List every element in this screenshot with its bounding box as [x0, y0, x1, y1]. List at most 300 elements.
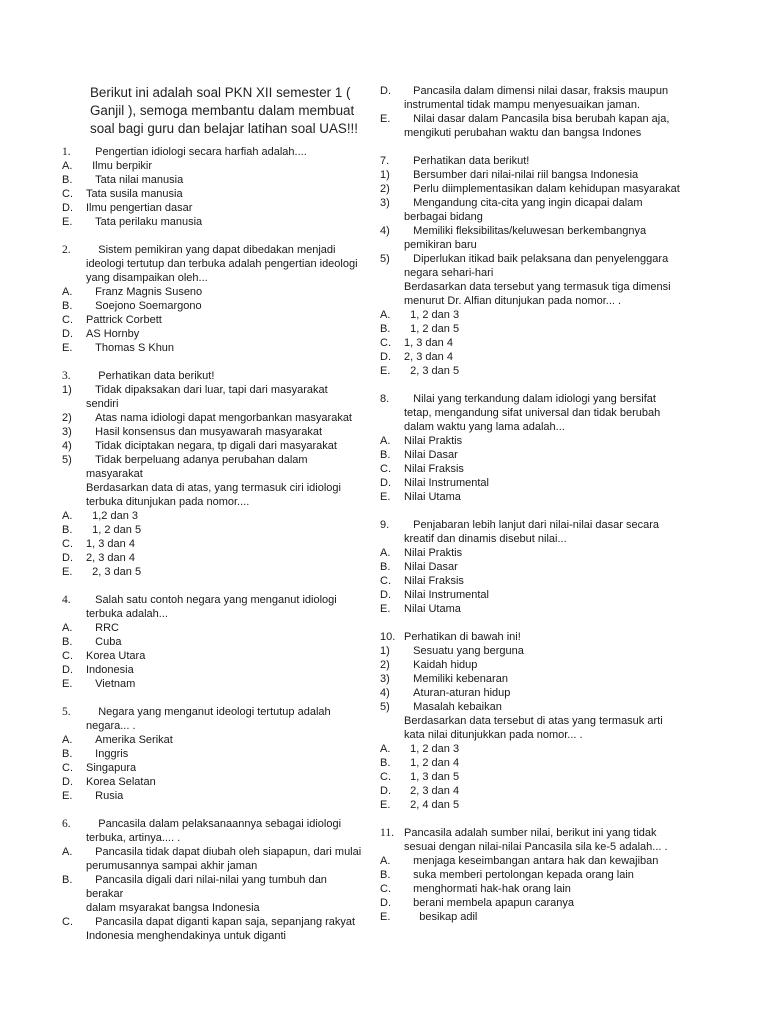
question-line	[380, 112, 680, 126]
line-text: Nilai dasar dalam Pancasila bisa berubah kapan aja,	[404, 113, 670, 125]
line-label: C.	[380, 337, 391, 349]
question-line	[380, 168, 680, 182]
line-label: 2.	[62, 244, 71, 256]
question-line	[380, 868, 680, 882]
line-text: Mengandung cita-cita yang ingin dicapai dalam	[404, 197, 643, 209]
left-column	[62, 84, 362, 957]
line-text: Nilai Praktis	[404, 547, 463, 559]
line-label: E.	[380, 113, 391, 125]
line-text: tetap, mengandung sifat universal dan tidak berubah	[404, 407, 661, 419]
line-label: E.	[380, 799, 391, 811]
line-label	[62, 901, 86, 915]
question-block	[380, 84, 680, 140]
line-label	[62, 929, 86, 943]
line-label	[380, 266, 404, 280]
line-text: Nilai Praktis	[404, 435, 463, 447]
line-text: Nilai Dasar	[404, 449, 458, 461]
question-line	[62, 187, 362, 201]
question-block	[380, 826, 680, 924]
question-line	[380, 252, 680, 266]
question-line	[62, 327, 362, 341]
line-label: D.	[380, 477, 391, 489]
line-text: Sesuatu yang berguna	[404, 645, 524, 657]
question-line	[380, 798, 680, 812]
line-label: C.	[62, 314, 73, 326]
question-line	[62, 733, 362, 747]
line-label: B.	[380, 757, 391, 769]
line-text: dalam msyarakat bangsa Indonesia	[86, 902, 260, 914]
question-block	[380, 392, 680, 504]
question-continuation-line	[380, 280, 680, 294]
line-label: 2)	[380, 183, 390, 195]
line-text: terbuka, artinya.... .	[86, 832, 181, 844]
question-line	[380, 518, 680, 532]
line-text: Pattrick Corbett	[86, 314, 162, 326]
line-label	[62, 495, 86, 509]
line-text: Rusia	[86, 790, 124, 802]
line-label: A.	[380, 547, 391, 559]
question-line	[62, 593, 362, 607]
line-label: 4)	[380, 687, 390, 699]
line-text: Nilai Utama	[404, 603, 461, 615]
question-continuation-line	[62, 859, 362, 873]
line-text: Singapura	[86, 762, 137, 774]
line-label: B.	[62, 524, 73, 536]
question-continuation-line	[380, 266, 680, 280]
line-label	[62, 257, 86, 271]
line-text: suka memberi pertolongan kepada orang lain	[404, 869, 634, 881]
question-line	[380, 322, 680, 336]
line-text: ideologi tertutup dan terbuka adalah pengertian ideologi	[86, 258, 358, 270]
question-line	[380, 896, 680, 910]
line-label: 1)	[380, 169, 390, 181]
question-line	[380, 574, 680, 588]
question-line	[62, 159, 362, 173]
line-text: terbuka ditunjukan pada nomor....	[86, 496, 250, 508]
line-text: 2, 3 dan 4	[86, 552, 135, 564]
line-text: Nilai Fraksis	[404, 575, 464, 587]
question-line	[62, 663, 362, 677]
question-continuation-line	[380, 98, 680, 112]
line-label: B.	[62, 748, 73, 760]
line-label: D.	[62, 776, 73, 788]
question-continuation-line	[62, 929, 362, 943]
line-text: menghormati hak-hak orang lain	[404, 883, 571, 895]
question-continuation-line	[62, 719, 362, 733]
line-text: kreatif dan dinamis disebut nilai...	[404, 533, 567, 545]
line-text: Berdasarkan data tersebut di atas yang termasuk arti	[404, 715, 663, 727]
question-line	[380, 546, 680, 560]
line-text: Ilmu pengertian dasar	[86, 202, 193, 214]
line-text: Bersumber dari nilai-nilai riil bangsa Indonesia	[404, 169, 639, 181]
question-line	[380, 770, 680, 784]
line-text: kata nilai ditunjukkan pada nomor... .	[404, 729, 583, 741]
question-line	[62, 565, 362, 579]
line-text: sesuai dengan nilai-nilai Pancasila sila ke-5 adalah... .	[404, 841, 668, 853]
question-continuation-line	[62, 467, 362, 481]
line-label	[380, 210, 404, 224]
line-label: D.	[380, 85, 391, 97]
line-label	[62, 467, 86, 481]
question-line	[62, 285, 362, 299]
left-question-list	[62, 145, 362, 943]
question-line	[62, 523, 362, 537]
question-continuation-line	[62, 495, 362, 509]
line-label	[380, 714, 404, 728]
question-continuation-line	[380, 420, 680, 434]
line-label: C.	[380, 771, 391, 783]
line-text: 1, 2 dan 3	[404, 309, 460, 321]
line-label: 7.	[380, 155, 390, 167]
line-text: Thomas S Khun	[86, 342, 175, 354]
question-line	[380, 350, 680, 364]
line-text: Pancasila tidak dapat diubah oleh siapapun, dari mulai	[86, 846, 362, 858]
question-line	[380, 364, 680, 378]
line-label: D.	[62, 552, 73, 564]
line-text: Tata susila manusia	[86, 188, 183, 200]
line-text: Tata nilai manusia	[86, 174, 184, 186]
question-line	[380, 672, 680, 686]
line-text: 1, 3 dan 4	[404, 337, 453, 349]
line-label: C.	[62, 538, 73, 550]
line-label	[62, 271, 86, 285]
question-line	[62, 299, 362, 313]
question-continuation-line	[62, 607, 362, 621]
question-line	[380, 854, 680, 868]
question-block	[380, 630, 680, 812]
question-line	[380, 686, 680, 700]
line-text: mengikuti perubahan waktu dan bangsa Indones	[404, 127, 642, 139]
question-line	[62, 761, 362, 775]
line-text: masyarakat	[86, 468, 143, 480]
line-label: 6.	[62, 818, 71, 830]
line-text: Pancasila dapat diganti kapan saja, sepanjang rakyat	[86, 916, 356, 928]
line-label: D.	[62, 328, 73, 340]
line-text: Hasil konsensus dan musyawarah masyarakat	[86, 426, 322, 438]
question-line	[62, 453, 362, 467]
question-line	[62, 411, 362, 425]
question-line	[380, 448, 680, 462]
line-text: 1, 2 dan 5	[86, 524, 142, 536]
line-text: Tidak dipaksakan dari luar, tapi dari masyarakat sendiri	[86, 384, 331, 410]
line-label	[380, 238, 404, 252]
line-label: A.	[380, 743, 391, 755]
line-label	[62, 607, 86, 621]
line-label	[62, 719, 86, 733]
line-label: B.	[380, 869, 391, 881]
line-text: Perhatikan di bawah ini!	[404, 631, 521, 643]
line-label	[380, 280, 404, 294]
line-text: 2, 3 dan 5	[86, 566, 142, 578]
line-text: menjaga keseimbangan antara hak dan kewajiban	[404, 855, 659, 867]
question-line	[62, 145, 362, 159]
question-line	[62, 775, 362, 789]
line-label	[62, 831, 86, 845]
line-label: A.	[62, 846, 73, 858]
line-text: Kaidah hidup	[404, 659, 478, 671]
line-label: C.	[62, 188, 73, 200]
question-line	[62, 747, 362, 761]
line-label: 3.	[62, 370, 71, 382]
question-block	[62, 593, 362, 691]
line-label: A.	[62, 734, 73, 746]
line-text: 1, 2 dan 5	[404, 323, 460, 335]
line-label: C.	[62, 650, 73, 662]
question-line	[62, 915, 362, 929]
line-label: D.	[380, 351, 391, 363]
line-label: 4)	[62, 440, 72, 452]
question-line	[380, 742, 680, 756]
question-line	[380, 336, 680, 350]
line-text: Perhatikan data berikut!	[404, 155, 530, 167]
line-label: A.	[62, 160, 73, 172]
line-text: 2, 3 dan 4	[404, 351, 453, 363]
line-text: Cuba	[86, 636, 122, 648]
line-text: Memiliki fleksibilitas/keluwesan berkembangnya	[404, 225, 647, 237]
line-text: Amerika Serikat	[86, 734, 173, 746]
line-label: C.	[380, 463, 391, 475]
question-line	[62, 369, 362, 383]
line-label: D.	[380, 785, 391, 797]
line-label: E.	[380, 603, 391, 615]
line-label: A.	[62, 510, 73, 522]
question-line	[62, 173, 362, 187]
line-label: 1)	[380, 645, 390, 657]
question-line	[62, 313, 362, 327]
question-line	[380, 462, 680, 476]
line-label: E.	[380, 491, 391, 503]
line-text: 2, 4 dan 5	[404, 799, 460, 811]
question-line	[62, 201, 362, 215]
question-line	[380, 154, 680, 168]
question-line	[62, 635, 362, 649]
line-label	[62, 481, 86, 495]
question-line	[380, 826, 680, 840]
question-line	[62, 425, 362, 439]
line-text: Memiliki kebenaran	[404, 673, 508, 685]
question-line	[380, 392, 680, 406]
question-line	[62, 817, 362, 831]
line-text: Korea Selatan	[86, 776, 156, 788]
question-block	[62, 705, 362, 803]
line-label	[380, 532, 404, 546]
line-label: 3)	[380, 197, 390, 209]
line-label: 9.	[380, 519, 390, 531]
question-line	[380, 490, 680, 504]
line-label: E.	[62, 342, 73, 354]
question-line	[62, 215, 362, 229]
question-line	[380, 910, 680, 924]
line-text: instrumental tidak mampu menyesuaikan jaman.	[404, 99, 641, 111]
line-text: berbagai bidang	[404, 211, 483, 223]
line-text: Nilai Utama	[404, 491, 461, 503]
line-label: B.	[62, 874, 73, 886]
line-text: Franz Magnis Suseno	[86, 286, 203, 298]
line-label	[380, 98, 404, 112]
line-text: Berdasarkan data di atas, yang termasuk ciri idiologi	[86, 482, 341, 494]
line-label: B.	[380, 449, 391, 461]
line-text: berani membela apapun caranya	[404, 897, 574, 909]
line-label: 3)	[62, 426, 72, 438]
line-label: D.	[380, 897, 391, 909]
line-label: A.	[380, 855, 391, 867]
line-text: Nilai Instrumental	[404, 477, 489, 489]
question-line	[62, 621, 362, 635]
line-text: Aturan-aturan hidup	[404, 687, 511, 699]
line-label: D.	[380, 589, 391, 601]
line-label: C.	[380, 575, 391, 587]
line-text: 1, 2 dan 3	[404, 743, 460, 755]
line-text: Korea Utara	[86, 650, 146, 662]
line-label: A.	[62, 622, 73, 634]
line-text: 1, 3 dan 5	[404, 771, 460, 783]
question-line	[62, 243, 362, 257]
question-line	[62, 439, 362, 453]
line-label	[380, 420, 404, 434]
question-line	[62, 789, 362, 803]
line-text: Indonesia menghendakinya untuk diganti	[86, 930, 286, 942]
question-continuation-line	[380, 532, 680, 546]
line-text: Ilmu berpikir	[86, 160, 153, 172]
line-label: 5)	[62, 454, 72, 466]
question-line	[380, 700, 680, 714]
line-label	[380, 406, 404, 420]
line-label: 5)	[380, 253, 390, 265]
line-text: Tata perilaku manusia	[86, 216, 203, 228]
line-text: 1, 3 dan 4	[86, 538, 135, 550]
line-text: perumusannya sampai akhir jaman	[86, 860, 258, 872]
line-label: C.	[62, 762, 73, 774]
line-text: yang disampaikan oleh...	[86, 272, 208, 284]
line-label: 4)	[380, 225, 390, 237]
question-continuation-line	[62, 257, 362, 271]
line-label: 1)	[62, 384, 72, 396]
line-label: D.	[62, 202, 73, 214]
line-label: C.	[380, 883, 391, 895]
question-line	[62, 649, 362, 663]
question-continuation-line	[62, 271, 362, 285]
line-label: A.	[380, 309, 391, 321]
line-label: 4.	[62, 594, 71, 606]
line-text: Perhatikan data berikut!	[86, 370, 215, 382]
line-label: A.	[62, 286, 73, 298]
line-label: A.	[380, 435, 391, 447]
question-line	[380, 224, 680, 238]
question-continuation-line	[62, 831, 362, 845]
line-text: 2, 3 dan 4	[404, 785, 460, 797]
question-line	[380, 602, 680, 616]
line-label: E.	[62, 566, 73, 578]
question-line	[380, 784, 680, 798]
line-label	[380, 840, 404, 854]
line-text: Soejono Soemargono	[86, 300, 202, 312]
question-line	[380, 560, 680, 574]
line-label: 5.	[62, 706, 71, 718]
question-line	[62, 677, 362, 691]
line-text: Pancasila adalah sumber nilai, berikut ini yang tidak	[404, 827, 657, 839]
line-text: AS Hornby	[86, 328, 140, 340]
line-text: Sistem pemikiran yang dapat dibedakan menjadi	[86, 244, 336, 256]
question-line	[380, 182, 680, 196]
question-block	[380, 518, 680, 616]
line-label: 3)	[380, 673, 390, 685]
line-label	[62, 859, 86, 873]
question-line	[62, 537, 362, 551]
line-label: B.	[380, 561, 391, 573]
line-text: Tidak diciptakan negara, tp digali dari masyarakat	[86, 440, 337, 452]
line-text: Masalah kebaikan	[404, 701, 502, 713]
question-line	[62, 551, 362, 565]
question-line	[380, 658, 680, 672]
line-text: Pancasila digali dari nilai-nilai yang tumbuh dan berakar	[86, 874, 330, 900]
question-continuation-line	[62, 481, 362, 495]
question-line	[380, 588, 680, 602]
question-line	[62, 509, 362, 523]
question-line	[380, 882, 680, 896]
line-text: Tidak berpeluang adanya perubahan dalam	[86, 454, 308, 466]
right-question-list	[380, 84, 680, 924]
line-label: B.	[380, 323, 391, 335]
question-line	[380, 756, 680, 770]
question-continuation-line	[380, 714, 680, 728]
question-block	[62, 145, 362, 229]
question-line	[380, 434, 680, 448]
line-text: Nilai yang terkandung dalam idiologi yang bersifat	[404, 393, 656, 405]
line-text: Nilai Dasar	[404, 561, 458, 573]
line-text: Negara yang menganut ideologi tertutup adalah	[86, 706, 331, 718]
line-label: 2)	[380, 659, 390, 671]
question-continuation-line	[380, 210, 680, 224]
question-line	[380, 84, 680, 98]
line-text: dalam waktu yang lama adalah...	[404, 421, 565, 433]
question-line	[380, 308, 680, 322]
line-label: E.	[62, 216, 73, 228]
line-label	[380, 126, 404, 140]
question-block	[380, 154, 680, 378]
line-label: B.	[62, 636, 73, 648]
line-text: Penjabaran lebih lanjut dari nilai-nilai dasar secara	[404, 519, 659, 531]
line-text: negara sehari-hari	[404, 267, 494, 279]
question-line	[62, 383, 362, 411]
line-label: 5)	[380, 701, 390, 713]
line-text: besikap adil	[404, 911, 478, 923]
question-continuation-line	[380, 126, 680, 140]
line-text: pemikiran baru	[404, 239, 477, 251]
line-label: C.	[62, 916, 73, 928]
question-block	[62, 243, 362, 355]
question-line	[62, 845, 362, 859]
line-text: Diperlukan itikad baik pelaksana dan penyelenggara	[404, 253, 669, 265]
line-text: Vietnam	[86, 678, 136, 690]
line-text: Salah satu contoh negara yang menganut idiologi	[86, 594, 337, 606]
line-label: 11.	[380, 827, 394, 839]
line-label: B.	[62, 174, 73, 186]
line-text: 1, 2 dan 4	[404, 757, 460, 769]
question-continuation-line	[380, 728, 680, 742]
line-label: D.	[62, 664, 73, 676]
line-text: Berdasarkan data tersebut yang termasuk tiga dimensi	[404, 281, 671, 293]
question-line	[380, 196, 680, 210]
question-block	[62, 369, 362, 579]
line-text: Nilai Fraksis	[404, 463, 464, 475]
line-text: Pengertian idiologi secara harfiah adalah....	[86, 146, 307, 158]
line-label: 10.	[380, 631, 396, 643]
line-text: terbuka adalah...	[86, 608, 168, 620]
line-label: B.	[62, 300, 73, 312]
line-text: 1,2 dan 3	[86, 510, 138, 522]
line-text: Inggris	[86, 748, 129, 760]
question-line	[62, 705, 362, 719]
